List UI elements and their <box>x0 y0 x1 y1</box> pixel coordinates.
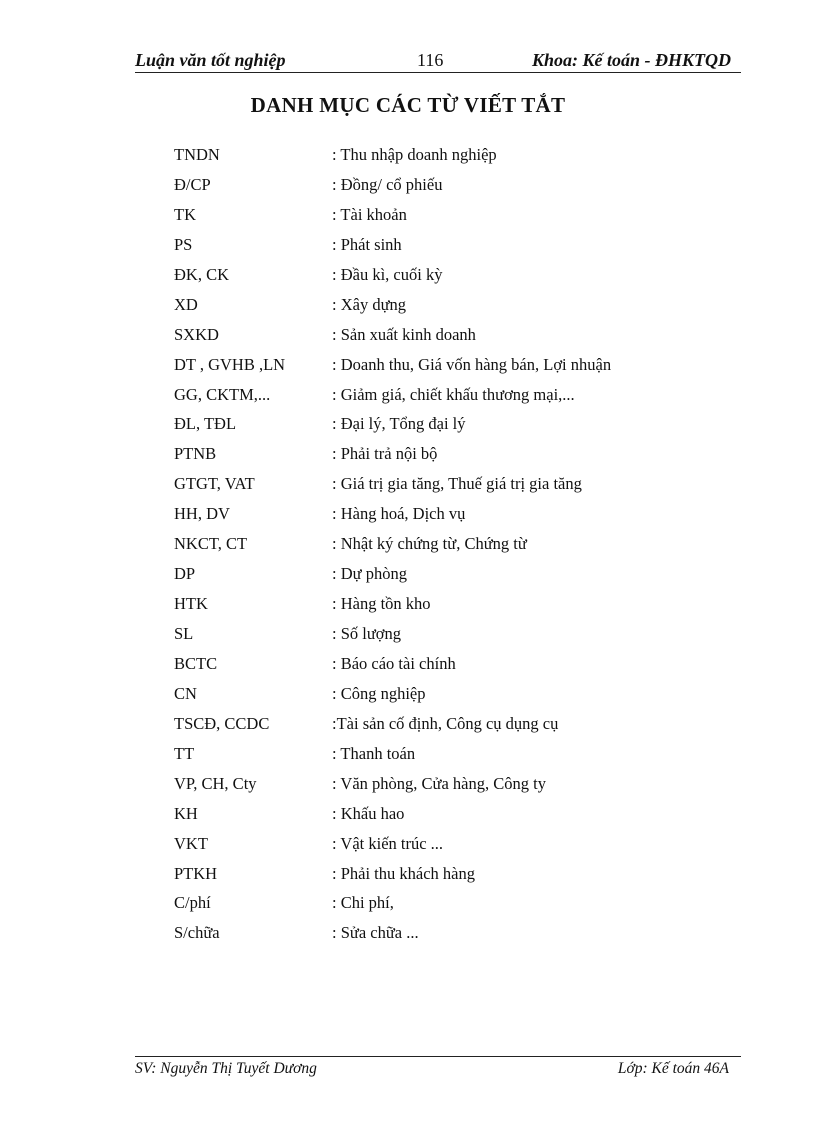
abbreviation-meaning: : Thanh toán <box>332 743 416 763</box>
abbreviation-term: HH, DV <box>174 504 230 524</box>
abbreviation-term: SL <box>174 624 194 643</box>
abbreviation-term: TSCĐ, CCDC <box>174 713 270 733</box>
abbreviation-term: KH <box>174 803 198 823</box>
abbreviation-meaning: : Phải thu khách hàng <box>332 863 475 883</box>
abbreviation-meaning: : Xây dựng <box>332 294 407 314</box>
abbreviation-row <box>174 888 734 918</box>
abbreviation-meaning: : Thu nhập doanh nghiệp <box>332 145 497 164</box>
abbreviation-term: S/chữa <box>174 923 220 943</box>
abbreviation-meaning: : Đại lý, Tổng đại lý <box>332 414 466 434</box>
abbreviation-meaning: : Hàng tồn kho <box>332 594 431 614</box>
abbreviation-term: VP, CH, Cty <box>174 773 257 793</box>
abbreviation-row <box>174 290 734 320</box>
page-footer <box>135 1056 741 1081</box>
abbreviation-meaning: : Số lượng <box>332 624 402 643</box>
abbreviation-term: PTNB <box>174 444 217 464</box>
abbreviation-row <box>174 380 734 410</box>
header-thesis-label: Luận văn tốt nghiệp <box>135 50 286 70</box>
abbreviation-row <box>174 469 734 499</box>
abbreviation-meaning: : Phát sinh <box>332 234 402 254</box>
abbreviation-term: HTK <box>174 594 208 614</box>
abbreviation-row <box>174 230 734 260</box>
abbreviation-meaning: : Giảm giá, chiết khấu thương mại,... <box>332 384 575 404</box>
page-number: 116 <box>417 50 444 70</box>
abbreviation-term: PTKH <box>174 863 218 883</box>
abbreviation-term: SXKD <box>174 324 219 344</box>
abbreviation-term: VKT <box>174 833 208 853</box>
abbreviation-row <box>174 709 734 739</box>
abbreviation-term: XD <box>174 294 198 314</box>
abbreviation-meaning: : Phải trả nội bộ <box>332 444 438 464</box>
abbreviation-term: GTGT, VAT <box>174 474 255 494</box>
abbreviation-term: ĐL, TĐL <box>174 414 237 434</box>
abbreviation-term: BCTC <box>174 653 218 673</box>
abbreviation-meaning: :Tài sản cố định, Công cụ dụng cụ <box>332 713 559 733</box>
abbreviation-meaning: : Khấu hao <box>332 803 405 823</box>
abbreviation-row <box>174 170 734 200</box>
footer-class-label: Lớp: Kế toán 46A <box>617 1060 729 1077</box>
abbreviation-row <box>174 799 734 829</box>
abbreviation-row <box>174 529 734 559</box>
footer-student-name: SV: Nguyễn Thị Tuyết Dương <box>135 1060 317 1077</box>
abbreviation-row <box>174 918 734 948</box>
abbreviation-term: NKCT, CT <box>174 534 248 554</box>
abbreviation-meaning: : Báo cáo tài chính <box>332 653 456 673</box>
abbreviation-list <box>174 140 734 948</box>
abbreviation-meaning: : Giá trị gia tăng, Thuế giá trị gia tăng <box>332 474 582 494</box>
abbreviation-row <box>174 739 734 769</box>
abbreviation-meaning: : Công nghiệp <box>332 683 426 703</box>
abbreviation-meaning: : Văn phòng, Cửa hàng, Công ty <box>332 773 546 793</box>
abbreviation-meaning: : Tài khoản <box>332 204 407 224</box>
abbreviation-row <box>174 649 734 679</box>
abbreviation-term: Đ/CP <box>174 174 211 194</box>
abbreviation-meaning: : Doanh thu, Giá vốn hàng bán, Lợi nhuận <box>332 354 612 374</box>
abbreviation-meaning: : Đồng/ cổ phiếu <box>332 174 443 194</box>
abbreviation-term: TT <box>174 743 195 763</box>
abbreviation-meaning: : Hàng hoá, Dịch vụ <box>332 504 466 524</box>
abbreviation-term: TK <box>174 204 196 224</box>
abbreviation-term: CN <box>174 683 197 703</box>
abbreviation-row <box>174 140 734 170</box>
abbreviation-row <box>174 679 734 709</box>
abbreviation-row <box>174 260 734 290</box>
abbreviation-term: TNDN <box>174 145 220 164</box>
abbreviation-row <box>174 439 734 469</box>
abbreviation-term: PS <box>174 234 193 254</box>
abbreviation-row <box>174 829 734 859</box>
abbreviation-meaning: : Đầu kì, cuối kỳ <box>332 264 443 284</box>
abbreviation-meaning: : Nhật ký chứng từ, Chứng từ <box>332 534 527 554</box>
abbreviation-row <box>174 350 734 380</box>
abbreviation-row <box>174 559 734 589</box>
page-title: DANH MỤC CÁC TỪ VIẾT TẮT <box>250 93 566 117</box>
abbreviation-meaning: : Sửa chữa ... <box>332 923 419 943</box>
abbreviation-meaning: : Vật kiến trúc ... <box>332 833 444 853</box>
abbreviation-term: ĐK, CK <box>174 264 230 284</box>
abbreviation-meaning: : Sản xuất kinh doanh <box>332 324 476 344</box>
abbreviation-term: DT , GVHB ,LN <box>174 354 286 374</box>
abbreviation-meaning: : Chi phí, <box>332 893 394 913</box>
abbreviation-row <box>174 200 734 230</box>
abbreviation-row <box>174 499 734 529</box>
abbreviation-row <box>174 320 734 350</box>
abbreviation-row <box>174 859 734 889</box>
abbreviation-term: GG, CKTM,... <box>174 384 271 404</box>
page-header <box>135 48 741 73</box>
abbreviation-meaning: : Dự phòng <box>332 564 407 584</box>
abbreviation-row <box>174 589 734 619</box>
abbreviation-row <box>174 769 734 799</box>
abbreviation-row <box>174 619 734 649</box>
abbreviation-term: C/phí <box>174 893 211 913</box>
header-faculty-label: Khoa: Kế toán - ĐHKTQD <box>531 50 731 70</box>
abbreviation-term: DP <box>174 564 196 584</box>
abbreviation-row <box>174 409 734 439</box>
